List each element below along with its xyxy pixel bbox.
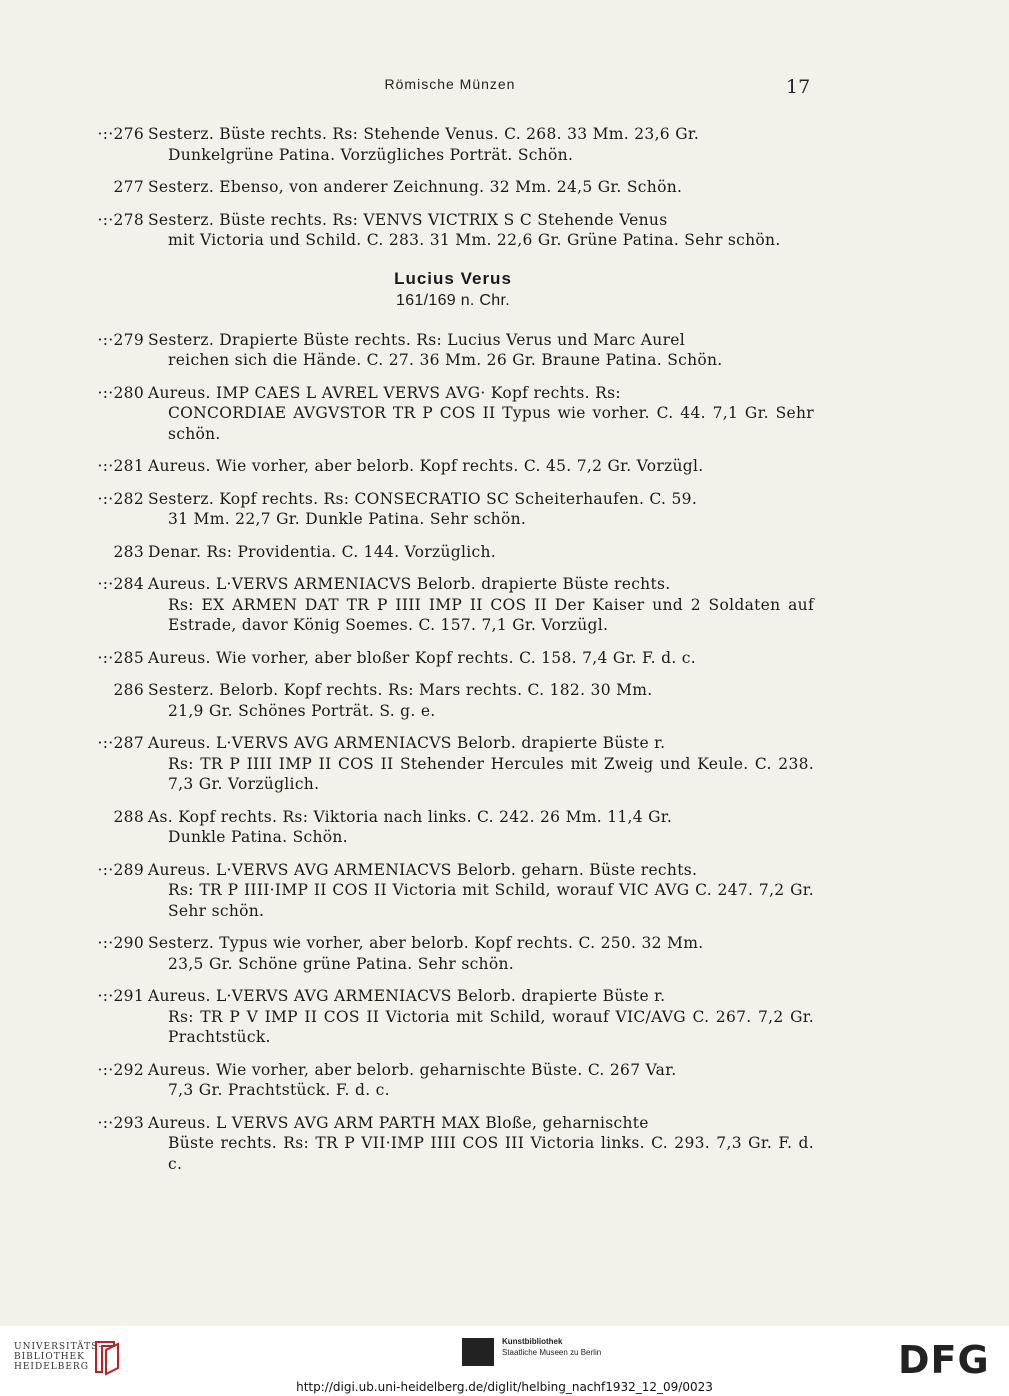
lot-number: ·:·280 — [97, 383, 144, 402]
catalog-entry — [92, 177, 814, 198]
lot-description-continuation: Rs: EX ARMEN DAT TR P IIII IMP II COS II Der Kaiser und 2 Soldaten auf Estrade, davor König Soemes. C. 157. 7,1 Gr. Vorzügl. — [168, 595, 814, 634]
catalog-entry — [92, 124, 814, 165]
uni-line-2: BIBLIOTHEK — [14, 1352, 85, 1362]
lot-description — [148, 680, 814, 721]
lot-description — [148, 542, 814, 563]
lot-description — [148, 383, 814, 445]
catalog-entry — [92, 330, 814, 371]
catalog-entries — [92, 124, 814, 1186]
catalog-entry — [92, 807, 814, 848]
uni-emblem-icon — [92, 1338, 122, 1376]
lot-description — [148, 860, 814, 922]
catalog-entry — [92, 489, 814, 530]
catalog-entry — [92, 456, 814, 477]
lot-description-first-line: Aureus. L VERVS AVG ARM PARTH MAX Bloße, geharnischte — [148, 1113, 649, 1132]
lot-number: ·:·293 — [97, 1113, 144, 1132]
source-url[interactable]: http://digi.ub.uni-heidelberg.de/diglit/helbing_nachf1932_12_09/0023 — [296, 1380, 713, 1394]
catalog-entry — [92, 680, 814, 721]
lot-description — [148, 124, 814, 165]
lot-number: ·:·290 — [97, 934, 144, 952]
lot-description — [148, 574, 814, 636]
lot-description-first-line: Aureus. L·VERVS ARMENIACVS Belorb. drapierte Büste rechts. — [148, 575, 671, 593]
lot-description — [148, 456, 814, 477]
lot-number: 286 — [113, 681, 144, 699]
lot-description-first-line: Aureus. Wie vorher, aber belorb. Kopf rechts. C. 45. 7,2 Gr. Vorzügl. — [148, 457, 704, 475]
catalog-entry — [92, 1060, 814, 1101]
section-subtitle: 161/169 n. Chr. — [396, 292, 510, 309]
lot-description-first-line: Sesterz. Kopf rechts. Rs: CONSECRATIO SC Scheiterhaufen. C. 59. — [148, 489, 698, 508]
section-title: Lucius Verus — [394, 268, 512, 288]
lot-description-continuation: Rs: TR P IIII IMP II COS II Stehender Hercules mit Zweig und Keule. C. 238. 7,3 Gr. Vorzüglich. — [168, 754, 814, 793]
lot-description-first-line: Aureus. Wie vorher, aber bloßer Kopf rechts. C. 158. 7,4 Gr. F. d. c. — [148, 648, 696, 667]
lot-description-first-line: Aureus. L·VERVS AVG ARMENIACVS Belorb. drapierte Büste r. — [148, 987, 666, 1005]
kb-subtitle: Staatliche Museen zu Berlin — [502, 1348, 602, 1357]
lot-description — [148, 986, 814, 1048]
lot-description-first-line: As. Kopf rechts. Rs: Viktoria nach links. C. 242. 26 Mm. 11,4 Gr. — [148, 807, 673, 826]
lot-number: ·:·281 — [97, 457, 144, 475]
lot-number: ·:·287 — [97, 734, 144, 752]
catalog-entry — [92, 574, 814, 636]
catalog-entry — [92, 542, 814, 563]
uni-line-1: UNIVERSITÄTS- — [14, 1342, 103, 1352]
lot-description-continuation: reichen sich die Hände. C. 27. 36 Mm. 26 Gr. Braune Patina. Schön. — [168, 351, 723, 369]
lot-description-continuation: 31 Mm. 22,7 Gr. Dunkle Patina. Sehr schön. — [168, 510, 527, 528]
lot-number: ·:·279 — [97, 330, 144, 349]
lot-description-first-line: Denar. Rs: Providentia. C. 144. Vorzüglich. — [148, 542, 496, 561]
lot-description — [148, 210, 814, 251]
lot-description-continuation: mit Victoria und Schild. C. 283. 31 Mm. 22,6 Gr. Grüne Patina. Sehr schön. — [168, 231, 781, 249]
catalog-entry — [92, 933, 814, 974]
uni-line-3: HEIDELBERG — [14, 1362, 89, 1372]
lot-description — [148, 933, 814, 974]
catalog-entry — [92, 986, 814, 1048]
lot-description-first-line: Sesterz. Büste rechts. Rs: Stehende Venus. C. 268. 33 Mm. 23,6 Gr. — [148, 125, 700, 143]
lot-description — [148, 807, 814, 848]
university-library-logo[interactable] — [14, 1342, 103, 1372]
catalog-entry — [92, 860, 814, 922]
lot-number: ·:·284 — [97, 575, 144, 593]
lot-description — [148, 330, 814, 371]
catalog-entry — [92, 210, 814, 251]
lot-description-continuation: 7,3 Gr. Prachtstück. F. d. c. — [168, 1081, 390, 1099]
lot-number: 277 — [113, 178, 144, 196]
lot-description-first-line: Aureus. L·VERVS AVG ARMENIACVS Belorb. geharn. Büste rechts. — [148, 860, 698, 879]
lot-description — [148, 1113, 814, 1175]
catalog-entry — [92, 733, 814, 795]
kb-title: Kunstbibliothek — [502, 1337, 563, 1346]
entries-group-b — [92, 330, 814, 1175]
lot-description-first-line: Sesterz. Drapierte Büste rechts. Rs: Lucius Verus und Marc Aurel — [148, 330, 686, 349]
lot-number: ·:·291 — [97, 987, 144, 1005]
lot-description-first-line: Sesterz. Büste rechts. Rs: VENVS VICTRIX S C Stehende Venus — [148, 210, 668, 229]
lot-number: 288 — [113, 807, 144, 826]
lot-description-first-line: Sesterz. Typus wie vorher, aber belorb. Kopf rechts. C. 250. 32 Mm. — [148, 934, 704, 952]
dfg-logo[interactable]: DFG — [898, 1338, 990, 1382]
lot-description — [148, 733, 814, 795]
page-number: 17 — [786, 76, 811, 98]
lot-description-first-line: Aureus. Wie vorher, aber belorb. geharnischte Büste. C. 267 Var. — [148, 1060, 677, 1079]
lot-description-continuation: Büste rechts. Rs: TR P VII·IMP IIII COS III Victoria links. C. 293. 7,3 Gr. F. d. c. — [168, 1134, 814, 1173]
lot-description — [148, 177, 814, 198]
lot-description — [148, 489, 814, 530]
lot-description-continuation: CONCORDIAE AVGVSTOR TR P COS II Typus wie vorher. C. 44. 7,1 Gr. Sehr schön. — [168, 404, 814, 443]
lot-description-first-line: Aureus. IMP CAES L AVREL VERVS AVG· Kopf rechts. Rs: — [148, 383, 621, 402]
lot-description-first-line: Sesterz. Ebenso, von anderer Zeichnung. 32 Mm. 24,5 Gr. Schön. — [148, 178, 683, 196]
lot-number: ·:·285 — [97, 648, 144, 667]
catalog-entry — [92, 383, 814, 445]
lot-number: ·:·282 — [97, 489, 144, 508]
lot-description — [148, 648, 814, 669]
lot-description-continuation: Dunkle Patina. Schön. — [168, 828, 348, 846]
lot-description-first-line: Sesterz. Belorb. Kopf rechts. Rs: Mars rechts. C. 182. 30 Mm. — [148, 681, 653, 699]
lot-description — [148, 1060, 814, 1101]
catalog-entry — [92, 648, 814, 669]
lot-number: ·:·292 — [97, 1060, 144, 1079]
lot-description-first-line: Aureus. L·VERVS AVG ARMENIACVS Belorb. drapierte Büste r. — [148, 734, 666, 752]
lot-description-continuation: Rs: TR P V IMP II COS II Victoria mit Schild, worauf VIC/AVG C. 267. 7,2 Gr. Prachtstück. — [168, 1007, 814, 1046]
lot-number: ·:·276 — [97, 125, 144, 143]
running-header: Römische Münzen — [384, 76, 516, 92]
lot-number: ·:·278 — [97, 210, 144, 229]
lot-number: ·:·289 — [97, 860, 144, 879]
catalog-entry — [92, 1113, 814, 1175]
lot-description-continuation: Dunkelgrüne Patina. Vorzügliches Porträt. Schön. — [168, 145, 574, 164]
lot-description-continuation: 23,5 Gr. Schöne grüne Patina. Sehr schön. — [168, 954, 514, 973]
kunstbibliothek-label[interactable] — [502, 1336, 601, 1358]
entries-group-a — [92, 124, 814, 251]
lot-description-continuation: Rs: TR P IIII·IMP II COS II Victoria mit Schild, worauf VIC AVG C. 247. 7,2 Gr. Sehr schön. — [168, 881, 814, 920]
kunstbibliothek-logo-icon — [462, 1338, 494, 1366]
footer — [0, 1326, 1009, 1396]
lot-description-continuation: 21,9 Gr. Schönes Porträt. S. g. e. — [168, 701, 436, 720]
lot-number: 283 — [113, 542, 144, 561]
